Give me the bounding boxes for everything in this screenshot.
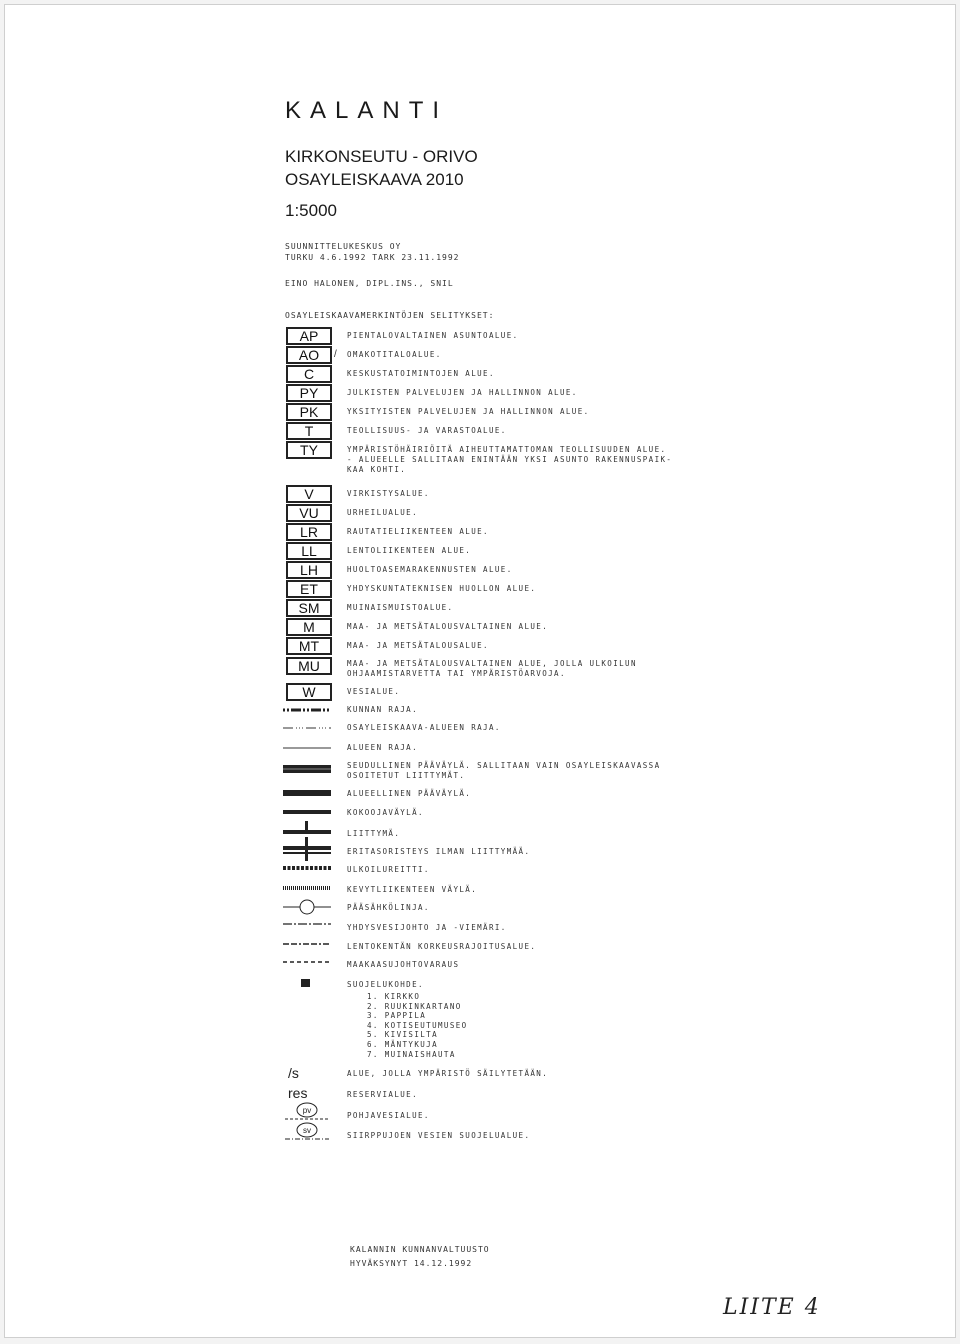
protected-object-icon bbox=[283, 977, 331, 989]
protection-list bbox=[367, 992, 468, 1059]
zone-desc-et: YHDYSKUNTATEKNISEN HUOLLON ALUE. bbox=[347, 584, 537, 593]
zone-desc-mu bbox=[347, 659, 637, 679]
zone-desc-ty-line-3: KAA KOHTI. bbox=[347, 465, 407, 474]
line-desc-light-traffic-route: KEVYTLIIKENTEEN VÄYLÄ. bbox=[347, 885, 478, 894]
list-item: 6. MÄNTYKUJA bbox=[367, 1039, 438, 1049]
local-main-road-line-icon bbox=[283, 788, 331, 798]
municipal-border-line-icon bbox=[283, 705, 331, 715]
zone-code-ty: TY bbox=[286, 441, 332, 459]
zone-desc-mu-line-2: OHJAAMISTARVETTA TAI YMPÄRISTÖARVOJA. bbox=[347, 669, 566, 678]
approval-date: HYVÄKSYNYT 14.12.1992 bbox=[350, 1259, 473, 1268]
zone-code-c: C bbox=[286, 365, 332, 383]
zone-desc-pk: YKSITYISTEN PALVELUJEN JA HALLINNON ALUE. bbox=[347, 407, 590, 416]
desc-reserve-area: RESERVIALUE. bbox=[347, 1090, 418, 1099]
document-subtitle bbox=[285, 145, 478, 191]
zone-code-sm: SM bbox=[286, 599, 332, 617]
line-desc-area-border: ALUEEN RAJA. bbox=[347, 743, 418, 752]
zone-code-pk: PK bbox=[286, 403, 332, 421]
line-desc-water-sewer: YHDYSVESIJOHTO JA -VIEMÄRI. bbox=[347, 923, 507, 932]
legend-heading: OSAYLEISKAAVAMERKINTÖJEN SELITYKSET: bbox=[285, 311, 495, 320]
zone-desc-ao: OMAKOTITALOALUE. bbox=[347, 350, 442, 359]
zone-code-et: ET bbox=[286, 580, 332, 598]
zone-desc-m: MAA- JA METSÄTALOUSVALTAINEN ALUE. bbox=[347, 622, 549, 631]
office-dates: TURKU 4.6.1992 TARK 23.11.1992 bbox=[285, 253, 460, 262]
zone-desc-mu-line-1: MAA- JA METSÄTALOUSVALTAINEN ALUE, JOLLA ULKOILUN bbox=[347, 659, 637, 668]
approval-body: KALANNIN KUNNANVALTUUSTO bbox=[350, 1245, 490, 1254]
list-item: 7. MUINAISHAUTA bbox=[367, 1049, 456, 1059]
list-item: 4. KOTISEUTUMUSEO bbox=[367, 1020, 468, 1030]
airport-height-limit-line-icon bbox=[283, 939, 331, 949]
zone-code-ll: LL bbox=[286, 542, 332, 560]
line-desc-airport-height-limit: LENTOKENTÄN KORKEUSRAJOITUSALUE. bbox=[347, 942, 537, 951]
desc-preserved-environment: ALUE, JOLLA YMPÄRISTÖ SÄILYTETÄÄN. bbox=[347, 1069, 549, 1078]
approval-stamp bbox=[350, 1243, 490, 1271]
zone-code-ap: AP bbox=[286, 327, 332, 345]
code-preserved-environment: /s bbox=[288, 1065, 299, 1081]
zone-code-lh: LH bbox=[286, 561, 332, 579]
zone-desc-ll: LENTOLIIKENTEEN ALUE. bbox=[347, 546, 472, 555]
zone-desc-c: KESKUSTATOIMINTOJEN ALUE. bbox=[347, 369, 495, 378]
ground-gas-pipe-line-icon bbox=[283, 957, 331, 967]
seepage-label: sv bbox=[303, 1126, 311, 1135]
line-desc-junction: LIITTYMÄ. bbox=[347, 829, 401, 838]
line-desc-grade-separated-junction: ERITASORISTEYS ILMAN LIITTYMÄÄ. bbox=[347, 847, 531, 856]
list-item: 3. PAPPILA bbox=[367, 1011, 427, 1021]
groundwater-label: pv bbox=[302, 1106, 312, 1115]
document-sheet bbox=[4, 4, 956, 1338]
desc-groundwater-area: POHJAVESIALUE. bbox=[347, 1111, 430, 1120]
zone-code-mu: MU bbox=[286, 657, 332, 675]
zone-code-w: W bbox=[286, 683, 332, 701]
line-desc-collector-road: KOKOOJAVÄYLÄ. bbox=[347, 808, 424, 817]
zone-desc-ap: PIENTALOVALTAINEN ASUNTOALUE. bbox=[347, 331, 519, 340]
line-desc-regional-main-road-1: SEUDULLINEN PÄÄVÄYLÄ. SALLITAAN VAIN OSAYLEISKAAVASSA bbox=[347, 761, 661, 770]
zone-desc-lr: RAUTATIELIIKENTEEN ALUE. bbox=[347, 527, 489, 536]
plan-area-border-line-icon bbox=[283, 723, 331, 733]
list-item: 2. RUUKINKARTANO bbox=[367, 1001, 462, 1011]
zone-code-mt: MT bbox=[286, 637, 332, 655]
protection-desc: SUOJELUKOHDE. bbox=[347, 980, 424, 989]
zone-desc-ty-line-2: - ALUEELLE SALLITAAN ENINTÄÄN YKSI ASUNTO RAKENNUSPAIK- bbox=[347, 455, 673, 464]
handwritten-annotation: LIITE 4 bbox=[723, 1295, 821, 1320]
line-desc-local-main-road: ALUEELLINEN PÄÄVÄYLÄ. bbox=[347, 789, 472, 798]
light-traffic-route-line-icon bbox=[283, 883, 331, 893]
zone-desc-py: JULKISTEN PALVELUJEN JA HALLINNON ALUE. bbox=[347, 388, 578, 397]
zone-code-m: M bbox=[286, 618, 332, 636]
slash-mark: / bbox=[334, 349, 337, 360]
line-desc-regional-main-road-2: OSOITETUT LIITTYMÄT. bbox=[347, 771, 466, 780]
line-desc-municipal-border: KUNNAN RAJA. bbox=[347, 705, 418, 714]
zone-desc-w: VESIALUE. bbox=[347, 687, 401, 696]
zone-code-t: T bbox=[286, 422, 332, 440]
map-scale: 1:5000 bbox=[285, 201, 337, 220]
code-reserve-area: res bbox=[288, 1085, 308, 1101]
zone-desc-sm: MUINAISMUISTOALUE. bbox=[347, 603, 454, 612]
document-title: KALANTI bbox=[285, 97, 449, 124]
power-line-icon bbox=[283, 897, 331, 917]
line-desc-outdoor-trail: ULKOILUREITTI. bbox=[347, 865, 430, 874]
zone-desc-v: VIRKISTYSALUE. bbox=[347, 489, 430, 498]
water-sewer-line-icon bbox=[283, 919, 331, 929]
grade-separated-junction-icon bbox=[283, 837, 331, 861]
zone-code-vu: VU bbox=[286, 504, 332, 522]
subtitle-line-1: KIRKONSEUTU - ORIVO bbox=[285, 147, 478, 166]
zone-desc-mt: MAA- JA METSÄTALOUSALUE. bbox=[347, 641, 489, 650]
line-desc-ground-gas-pipe: MAAKAASUJOHTOVARAUS bbox=[347, 960, 460, 969]
zone-code-lr: LR bbox=[286, 523, 332, 541]
planning-office bbox=[285, 241, 460, 263]
desc-seepage-water-protection: SIIRPPUJOEN VESIEN SUOJELUALUE. bbox=[347, 1131, 531, 1140]
office-name: SUUNNITTELUKESKUS OY bbox=[285, 242, 402, 251]
zone-desc-ty-line-1: YMPÄRISTÖHÄIRIÖITÄ AIHEUTTAMATTOMAN TEOLLISUUDEN ALUE. bbox=[347, 445, 667, 454]
collector-road-line-icon bbox=[283, 807, 331, 817]
zone-desc-vu: URHEILUALUE. bbox=[347, 508, 418, 517]
zone-desc-lh: HUOLTOASEMARAKENNUSTEN ALUE. bbox=[347, 565, 513, 574]
junction-icon bbox=[283, 819, 331, 839]
zone-code-v: V bbox=[286, 485, 332, 503]
seepage-water-protection-icon bbox=[283, 1121, 331, 1145]
line-desc-regional-main-road bbox=[347, 761, 661, 781]
outdoor-trail-line-icon bbox=[283, 863, 331, 873]
author: EINO HALONEN, DIPL.INS., SNIL bbox=[285, 279, 454, 288]
subtitle-line-2: OSAYLEISKAAVA 2010 bbox=[285, 170, 464, 189]
regional-main-road-line-icon bbox=[283, 763, 331, 775]
area-border-line-icon bbox=[283, 743, 331, 753]
zone-code-py: PY bbox=[286, 384, 332, 402]
line-desc-plan-area-border: OSAYLEISKAAVA-ALUEEN RAJA. bbox=[347, 723, 501, 732]
zone-desc-ty bbox=[347, 445, 672, 475]
list-item: 5. KIVISILTA bbox=[367, 1030, 438, 1040]
zone-desc-t: TEOLLISUUS- JA VARASTOALUE. bbox=[347, 426, 507, 435]
zone-code-ao: AO bbox=[286, 346, 332, 364]
list-item: 1. KIRKKO bbox=[367, 992, 421, 1001]
line-desc-power-line: PÄÄSÄHKÖLINJA. bbox=[347, 903, 430, 912]
